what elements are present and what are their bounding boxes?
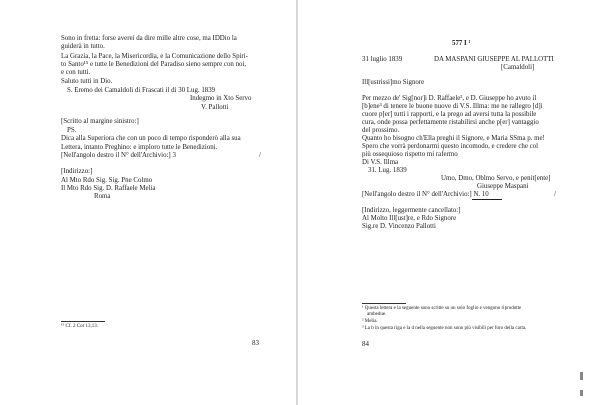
footnote: ambedue. xyxy=(367,312,387,317)
page-number: 84 xyxy=(362,340,369,348)
body-line: [b]ene³ di tenere le buone nuove di V.S. Illma: me ne rallegro [d]i xyxy=(362,103,543,110)
letter-title: DA MASPANI GIUSEPPE AL PALLOTTI xyxy=(434,56,554,63)
scan-edge-mark xyxy=(580,372,583,380)
letter-date: 31 luglio 1839 xyxy=(362,56,403,63)
body-line: Saluto tutti in Dio. xyxy=(61,78,113,85)
address-line: Il Mto Rdo Sig. D. Raffaele Melia xyxy=(61,185,156,192)
body-line: cura, onde possa perfettamente ristabilirsi anche p[er] vantaggio xyxy=(362,119,539,126)
footnote-rule xyxy=(61,321,105,322)
closing-line: Indegmo in Xto Servo xyxy=(190,95,252,102)
body-line: Sono in fretta: forse averei da dire mille altre cose, ma IDDio la xyxy=(61,35,237,42)
footnote: ¹ Questa lettera e la seguente sono scritte su un solo foglio e vengono riprodotte xyxy=(362,306,522,311)
body-line: e con tutti. xyxy=(61,69,91,76)
body-line: Quanto ho bisogno ch'Ella preghi il Signore, e Maria SSma p. me! xyxy=(362,135,545,142)
body-line: Di V.S. Illma xyxy=(362,159,399,166)
left-page xyxy=(0,0,296,405)
body-line: più ossequioso rispetto mi rafermo xyxy=(362,151,458,158)
body-line: Per mezzo de' Sig[nor]i D. Raffaele², e D. Giuseppe ho avuto il xyxy=(362,95,537,102)
right-page xyxy=(298,0,595,405)
address-line: Al Molto Ill[ust]re, e Rdo Signore xyxy=(362,215,457,222)
slash-mark: / xyxy=(554,190,556,198)
postscript-label: PS. xyxy=(67,127,77,134)
editorial-note: [Scritto al margine sinistro:] xyxy=(61,118,139,125)
closing-line: Umo, Dmo, Oblmo Servo, e penit[ente] xyxy=(441,175,551,182)
signature-name: Giuseppe Maspani xyxy=(477,183,529,190)
signature-name: V. Pallotti xyxy=(201,104,229,111)
footnote: ¹⁵ Cf. 2 Cor 13,13. xyxy=(61,324,98,329)
footnote: ³ La b in questa riga e la d nella seguente non sono più visibili per foro della carta. xyxy=(362,326,527,331)
salutation: Ill[ustrissi]mo Signore xyxy=(362,79,425,86)
slash-mark: / xyxy=(259,151,261,159)
page-number: 83 xyxy=(252,339,259,347)
address-heading: [Indirizzo:] xyxy=(61,168,93,175)
letter-number: 577 I ¹ xyxy=(452,40,471,47)
body-line: guiderà in tutto. xyxy=(61,43,105,50)
address-heading: [Indirizzo, leggermente cancellato:] xyxy=(362,207,461,214)
letter-place: [Camaldoli] xyxy=(501,64,535,71)
place-date-line: S. Eremo dei Camaldoli di Frascati il di 30 Lug. 1839 xyxy=(67,87,216,94)
archive-note: [Nell'angolo destro il N° dell'Archivio:] 3 xyxy=(61,152,176,159)
address-line: Roma xyxy=(94,193,111,200)
scan-edge-mark xyxy=(580,390,583,396)
archive-number-underline xyxy=(472,199,502,200)
archive-note: [Nell'angolo destro il N° dell'Archivio:] N. 10 xyxy=(362,191,489,198)
body-line: to Santo¹⁵ e tutte le Benedizioni del Paradiso sieno sempre con noi, xyxy=(61,61,247,68)
footnote-rule xyxy=(362,303,406,304)
footnote: ² Melia. xyxy=(362,319,378,324)
address-line: Sig.re D. Vincenzo Pallotti xyxy=(362,223,436,230)
closing-date: 31. Lug. 1839 xyxy=(368,167,407,174)
body-line: Dica alla Superiora che con un poco di tempo risponderò alla sua xyxy=(61,135,241,142)
body-line: Spero che vorrà perdonarmi questo incomodo, e credere che col xyxy=(362,143,539,150)
body-line: cuore p[er] tutti i rapporti, e la prego ad aversi tutta la possibile xyxy=(362,111,537,118)
body-line: del prossimo. xyxy=(362,127,400,134)
address-line: Al Mto Rdo Sig. Sig. Pne Colmo xyxy=(61,177,153,184)
body-line: Lettera, intanto Preghino: e imploro tutte le Benedizioni. xyxy=(61,144,218,151)
body-line: La Grazia, la Pace, la Misericordia, e la Comunicazione dello Spiri- xyxy=(61,53,248,60)
